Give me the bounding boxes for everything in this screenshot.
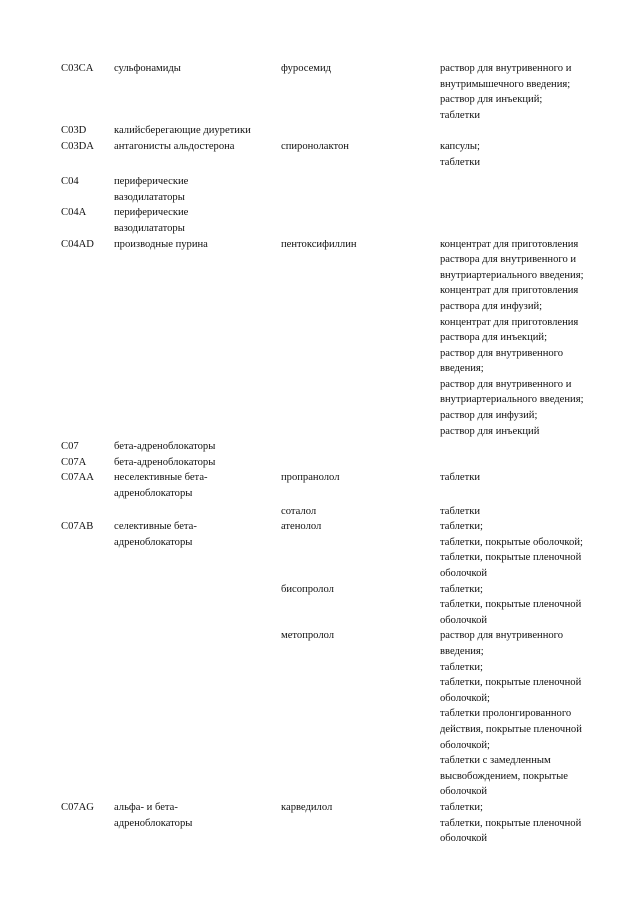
- dosage-form-line: внутримышечного введения;: [440, 78, 571, 90]
- atc-code: C03DA: [61, 140, 94, 152]
- dosage-form-line: оболочкой: [440, 833, 488, 845]
- dosage-forms: [440, 237, 606, 440]
- group-line: бета-адреноблокаторы: [114, 441, 216, 453]
- atc-code: C03D: [61, 125, 87, 137]
- drug-name: [281, 174, 440, 205]
- dosage-form-line: таблетки;: [440, 521, 483, 533]
- dosage-form-line: действия, покрытые пленочной: [440, 723, 582, 735]
- dosage-forms: [440, 582, 606, 629]
- dosage-form-line: концентрат для приготовления: [440, 238, 579, 250]
- drug-name: атенолол: [281, 521, 322, 533]
- atc-code: [61, 628, 114, 800]
- pharmacological-group: [114, 439, 281, 455]
- dosage-forms: [440, 504, 606, 520]
- dosage-form-line: введения;: [440, 645, 484, 657]
- pharmacological-group: [114, 139, 281, 170]
- dosage-form-line: внутриартериального введения;: [440, 269, 584, 281]
- table-row: [61, 628, 606, 800]
- atc-code: C04: [61, 176, 79, 188]
- atc-code: C07: [61, 441, 79, 453]
- dosage-form-line: таблетки: [440, 472, 481, 484]
- dosage-form-line: таблетки пролонгированного: [440, 708, 572, 720]
- pharmacological-group: [114, 800, 281, 847]
- dosage-forms: [440, 800, 606, 847]
- pharmacological-group: [114, 628, 281, 800]
- drug-name: [281, 439, 440, 455]
- drug-name: [281, 455, 440, 471]
- drug-name: [281, 123, 440, 139]
- pharmacological-group: [114, 470, 281, 501]
- table-row: [61, 582, 606, 629]
- dosage-form-line: капсулы;: [440, 140, 480, 152]
- drug-name: фуросемид: [281, 63, 332, 74]
- dosage-forms: [440, 628, 606, 800]
- table-row: [61, 237, 606, 440]
- dosage-form-line: таблетки: [440, 156, 481, 168]
- dosage-forms: [440, 470, 606, 501]
- group-line: калийсберегающие диуретики: [114, 125, 251, 137]
- drug-name: пропранолол: [281, 472, 340, 484]
- group-line: адреноблокаторы: [114, 536, 193, 548]
- pharmacological-group: [114, 519, 281, 581]
- pharmacological-group: [114, 237, 281, 440]
- drug-classification-table: [61, 61, 606, 847]
- dosage-form-line: раствор для инфузий;: [440, 410, 538, 422]
- dosage-forms: [440, 123, 606, 139]
- atc-code: C07AB: [61, 521, 94, 533]
- dosage-form-line: таблетки;: [440, 801, 483, 813]
- dosage-form-line: оболочкой: [440, 786, 488, 798]
- pharmacological-group: [114, 582, 281, 629]
- pharmacological-group: [114, 123, 281, 139]
- drug-name: бисопролол: [281, 583, 334, 595]
- dosage-form-line: оболочкой;: [440, 739, 490, 751]
- dosage-form-line: раствора для внутривенного и: [440, 254, 577, 266]
- table-row: [61, 470, 606, 501]
- atc-code: [61, 504, 114, 520]
- dosage-forms: [440, 439, 606, 455]
- drug-name: пентоксифиллин: [281, 238, 357, 250]
- table-row: [61, 800, 606, 847]
- dosage-form-line: раствора для инфузий;: [440, 300, 543, 312]
- drug-name: [281, 205, 440, 236]
- pharmacological-group: [114, 455, 281, 471]
- atc-code: C07AG: [61, 801, 94, 813]
- atc-code: C07A: [61, 456, 87, 468]
- dosage-form-line: таблетки, покрытые пленочной: [440, 677, 582, 689]
- atc-code: C03CA: [61, 63, 94, 74]
- dosage-forms: [440, 61, 606, 123]
- dosage-form-line: раствор для инъекций: [440, 425, 540, 437]
- dosage-form-line: таблетки, покрытые пленочной: [440, 552, 582, 564]
- table-row: [61, 174, 606, 205]
- dosage-form-line: таблетки, покрытые оболочкой;: [440, 536, 583, 548]
- dosage-form-line: раствор для внутривенного и: [440, 378, 572, 390]
- table-row: [61, 439, 606, 455]
- table-row: [61, 519, 606, 581]
- dosage-forms: [440, 205, 606, 236]
- dosage-form-line: раствор для внутривенного: [440, 630, 564, 642]
- dosage-form-line: раствор для внутривенного и: [440, 63, 572, 74]
- drug-name: соталол: [281, 505, 317, 517]
- dosage-form-line: оболочкой: [440, 614, 488, 626]
- drug-name: метопролол: [281, 630, 335, 642]
- group-line: периферические: [114, 176, 189, 188]
- dosage-form-line: раствора для инъекций;: [440, 332, 548, 344]
- dosage-forms: [440, 139, 606, 170]
- dosage-form-line: таблетки;: [440, 661, 483, 673]
- dosage-form-line: оболочкой: [440, 568, 488, 579]
- atc-code: C04A: [61, 207, 87, 219]
- group-line: вазодилататоры: [114, 222, 185, 234]
- pharmacological-group: [114, 504, 281, 520]
- group-line: альфа- и бета-: [114, 801, 178, 813]
- dosage-form-line: таблетки с замедленным: [440, 755, 551, 767]
- dosage-forms: [440, 455, 606, 471]
- atc-code: [61, 582, 114, 629]
- drug-name: спиронолактон: [281, 140, 349, 152]
- table-row: [61, 61, 606, 123]
- table-row: [61, 123, 606, 139]
- group-line: неселективные бета-: [114, 472, 208, 484]
- dosage-form-line: таблетки: [440, 505, 481, 517]
- group-line: вазодилататоры: [114, 191, 185, 203]
- dosage-form-line: концентрат для приготовления: [440, 316, 579, 328]
- dosage-form-line: раствор для внутривенного: [440, 347, 564, 359]
- group-line: антагонисты альдостерона: [114, 140, 235, 152]
- group-line: сульфонамиды: [114, 63, 181, 74]
- table-row: [61, 139, 606, 170]
- group-line: селективные бета-: [114, 521, 197, 533]
- dosage-form-line: таблетки, покрытые пленочной: [440, 599, 582, 611]
- dosage-form-line: высвобождением, покрытые: [440, 770, 568, 782]
- pharmacological-group: [114, 174, 281, 205]
- table-row: [61, 455, 606, 471]
- group-line: периферические: [114, 207, 189, 219]
- drug-name: карведилол: [281, 801, 333, 813]
- dosage-forms: [440, 519, 606, 581]
- group-line: бета-адреноблокаторы: [114, 456, 216, 468]
- dosage-form-line: введения;: [440, 363, 484, 375]
- dosage-form-line: концентрат для приготовления: [440, 285, 579, 297]
- dosage-forms: [440, 174, 606, 205]
- group-line: производные пурина: [114, 238, 208, 250]
- pharmacological-group: [114, 61, 281, 123]
- dosage-form-line: оболочкой;: [440, 692, 490, 704]
- group-line: адреноблокаторы: [114, 817, 193, 829]
- table-row: [61, 205, 606, 236]
- dosage-form-line: раствор для инъекций;: [440, 94, 543, 106]
- pharmacological-group: [114, 205, 281, 236]
- atc-code: C04AD: [61, 238, 94, 250]
- group-line: адреноблокаторы: [114, 488, 193, 500]
- dosage-form-line: таблетки: [440, 109, 481, 121]
- table-row: [61, 504, 606, 520]
- dosage-form-line: таблетки;: [440, 583, 483, 595]
- atc-code: C07AA: [61, 472, 94, 484]
- dosage-form-line: таблетки, покрытые пленочной: [440, 817, 582, 829]
- dosage-form-line: внутриартериального введения;: [440, 394, 584, 406]
